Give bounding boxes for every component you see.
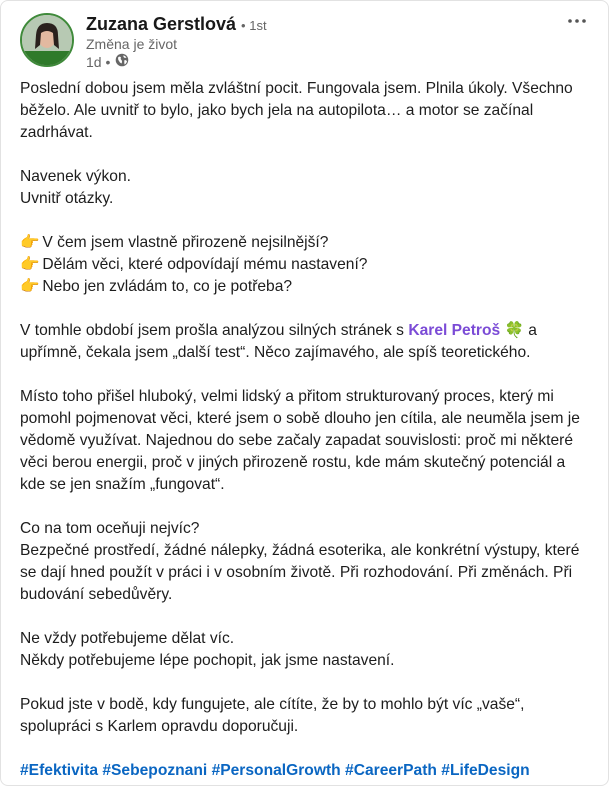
post-paragraph	[20, 166, 594, 210]
clover-icon: 🍀	[504, 322, 524, 339]
post-paragraph	[20, 518, 594, 606]
globe-icon	[115, 53, 129, 70]
author-name-row	[86, 14, 267, 35]
post-line: Bezpečné prostředí, žádné nálepky, žádná esoterika, ale konkrétní výstupy, které se dají hned použít v práci i v osobním životě. Při rozhodování. Při změnách. Při budování sebedůvěry.	[20, 542, 580, 603]
hashtag-link[interactable]: #LifeDesign	[441, 762, 530, 779]
post-paragraph: Poslední dobou jsem měla zvláštní pocit. Fungovala jsem. Plnila úkoly. Všechno běželo. Ale uvnitř to bylo, jako bych jela na autopilota… a motor se začínal zadrhávat.	[20, 80, 573, 141]
author-name[interactable]: Zuzana Gerstlová	[86, 14, 237, 34]
connection-degree: • 1st	[241, 18, 267, 33]
post-text: a upřímně, čekala jsem „další test“. Něco zajímavého, ale spíš teoretického.	[20, 322, 537, 361]
author-avatar[interactable]	[20, 13, 74, 67]
post-body	[20, 78, 594, 786]
post-paragraph: Místo toho přišel hluboký, velmi lidský a přitom strukturovaný proces, který mi pomohl pojmenovat věci, které jsem o sobě dlouho jen cítila, ale neuměla jsem je vědomě využívat. Najednou do sebe začaly zapadat souvislosti: proč mi některé věci berou energii, proč v jiných přirozeně rostu, kde mám skutečný potenciál a kde se jen snažím „fungovat“.	[20, 388, 580, 493]
open-to-work-badge	[22, 51, 72, 65]
hashtag-link[interactable]: #Efektivita	[20, 762, 99, 779]
post-paragraph: Pokud jste v bodě, kdy fungujete, ale cítíte, že by to mohlo být víc „vaše“, spolupráci s Karlem opravdu doporučuji.	[20, 696, 525, 735]
question-list	[20, 232, 594, 298]
hashtag-list	[20, 760, 594, 782]
pointing-hand-icon: 👉	[20, 234, 40, 251]
post-line: Uvnitř otázky.	[20, 190, 114, 207]
post-line: Ne vždy potřebujeme dělat víc.	[20, 630, 235, 647]
mention-link[interactable]: Karel Petroš	[408, 322, 501, 339]
hashtag-link[interactable]: #Sebepoznani	[102, 762, 208, 779]
post-line: Někdy potřebujeme lépe pochopit, jak jsme nastavení.	[20, 652, 395, 669]
question-item: V čem jsem vlastně přirozeně nejsilnější?	[42, 234, 329, 251]
post-line: Co na tom oceňuji nejvíc?	[20, 520, 200, 537]
post-paragraph	[20, 628, 594, 672]
hashtag-link[interactable]: #CareerPath	[345, 762, 437, 779]
ellipsis-icon	[565, 17, 589, 25]
hashtag-link[interactable]: #PersonalGrowth	[211, 762, 341, 779]
post-paragraph	[20, 320, 594, 364]
pointing-hand-icon: 👉	[20, 256, 40, 273]
post-line: Navenek výkon.	[20, 168, 131, 185]
post-time: 1d •	[86, 53, 111, 70]
post-text: V tomhle období jsem prošla analýzou silných stránek s	[20, 322, 409, 339]
question-item: Nebo jen zvládám to, co je potřeba?	[42, 278, 293, 295]
question-item: Dělám věci, které odpovídají mému nastavení?	[42, 256, 368, 273]
post-meta	[86, 53, 129, 70]
post-header	[20, 13, 589, 73]
pointing-hand-icon: 👉	[20, 278, 40, 295]
author-headline: Změna je život	[86, 36, 178, 52]
more-options-button[interactable]	[565, 13, 589, 33]
